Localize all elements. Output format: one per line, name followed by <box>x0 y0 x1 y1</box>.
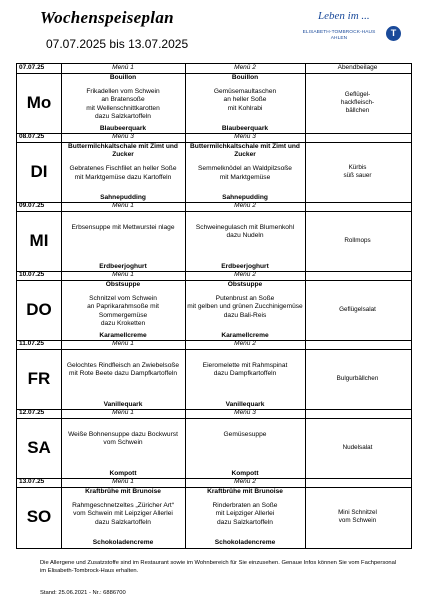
stand-info: Stand: 25.06.2021 - Nr.: 6886700 <box>40 590 126 596</box>
dish-line: Erbsensuppe mit Mettwurstei nlage <box>71 224 175 231</box>
soup: Buttermilchkaltschale mit Zimt und Zucker <box>68 143 178 159</box>
day-date: 09.07.25 <box>19 202 45 209</box>
day-date: 11.07.25 <box>19 340 44 347</box>
abendbeilage <box>305 211 410 271</box>
dessert: Blaubeerquark <box>99 124 147 132</box>
day-name: FR <box>27 369 51 388</box>
spacer <box>187 350 303 362</box>
dish-main <box>63 143 183 182</box>
abendbeilage <box>305 142 410 202</box>
dish-main <box>187 419 303 439</box>
dish-line: vom Schwein mit Leipziger Allerlei <box>73 510 173 518</box>
abendbeilage-line: Rollmops <box>344 237 371 244</box>
dish-main <box>63 74 183 121</box>
abendbeilage-line: Kürbis <box>348 164 367 171</box>
day-name: SO <box>26 507 52 526</box>
menu-label: Menü 1 <box>112 340 134 347</box>
menu-label: Menü 3 <box>234 409 256 416</box>
dish-main <box>187 74 303 113</box>
menu-label: Menü 2 <box>234 478 256 485</box>
dessert: Kompott <box>231 469 259 477</box>
soup: Obstsuppe <box>227 281 263 288</box>
dish-line: dazu Kroketten <box>100 319 146 327</box>
dish-main <box>187 350 303 378</box>
dish-cell <box>185 419 305 478</box>
dish-line: mit gelben und grünen Zucchinigemüse <box>187 303 303 311</box>
dish-main <box>187 212 303 240</box>
spacer <box>63 419 183 431</box>
page-title: Wochenspeiseplan <box>40 8 174 27</box>
day-name: DO <box>26 300 52 319</box>
spacer <box>63 350 183 362</box>
day-name: MI <box>29 231 49 250</box>
dish-line: an Bratensoße <box>101 96 145 104</box>
soup: Kraftbrühe mit Brunoise <box>207 488 283 495</box>
soup: Bouillon <box>231 74 259 81</box>
day-date: 10.07.25 <box>19 271 45 278</box>
abendbeilage-line: Mini Schnitzel <box>338 509 377 516</box>
abendbeilage-line: Geflügelsalat <box>339 306 376 313</box>
day-name: DI <box>30 162 48 181</box>
abendbeilage-line: hackfleisch- <box>340 99 375 106</box>
menu-label: Menü 1 <box>112 409 134 416</box>
dish-cell <box>185 212 305 271</box>
spacer <box>187 419 303 431</box>
menu-label: Menü 2 <box>234 202 256 209</box>
menu-label: Menü 1 <box>112 64 134 71</box>
dish-cell <box>185 350 305 409</box>
dish-cell <box>185 281 305 340</box>
dish-main <box>63 350 183 378</box>
soup: Buttermilchkaltschale mit Zimt und Zucker <box>190 143 300 159</box>
dish-line: mit Marktgemüse dazu Kartoffeln <box>74 173 172 181</box>
dish-line: mit Rote Beete dazu Dampfkartoffeln <box>69 370 177 378</box>
dish-line: dazu Salzkartoffeln <box>217 518 273 526</box>
allergen-note: Die Allergene und Zusatzstoffe sind im Restaurant sowie im Wohnbereich für Sie einzusehen. Genaue Infos können Sie vom Fachpersonal im Elisabeth-Tombrock-Haus erhalten. <box>40 560 397 574</box>
dish-line: Gemüsesuppe <box>223 431 267 438</box>
dessert: Blaubeerquark <box>221 124 269 132</box>
menu-label: Menü 1 <box>112 271 134 278</box>
soup: Kraftbrühe mit Brunoise <box>85 488 161 495</box>
dish-cell <box>61 143 185 202</box>
menu-label: Menü 3 <box>234 133 256 140</box>
dish-main <box>63 212 183 232</box>
dish-line: dazu Salzkartoffeln <box>95 112 151 120</box>
menu-label: Menü 2 <box>234 340 256 347</box>
dish-main <box>63 281 183 328</box>
day-name: SA <box>27 438 51 457</box>
dish-cell <box>61 281 185 340</box>
abendbeilage-line: Geflügel- <box>344 91 371 98</box>
dessert: Vanillequark <box>103 400 143 408</box>
menu-label: Menü 1 <box>112 202 134 209</box>
abendbeilage-line: Nudelsalat <box>342 444 373 451</box>
day-date: 12.07.25 <box>19 409 45 416</box>
dish-line: an heller Soße <box>223 96 267 104</box>
dish-line: Eieromelette mit Rahmspinat <box>202 362 288 369</box>
abendbeilage-header: Abendbeilage <box>337 64 378 71</box>
day-date: 07.07.25 <box>19 64 45 71</box>
dish-line: Putenbrust an Soße <box>215 295 275 303</box>
dish-line: dazu Bali-Reis <box>223 311 267 319</box>
dish-cell <box>61 350 185 409</box>
menu-label: Menü 2 <box>234 64 256 71</box>
dish-cell <box>61 74 185 133</box>
menu-label: Menü 1 <box>112 478 134 485</box>
dessert: Schokoladencreme <box>92 538 154 546</box>
menu-label: Menü 3 <box>112 133 134 140</box>
dish-line: dazu Salzkartoffeln <box>95 518 151 526</box>
dish-line: dazu Dampfkartoffeln <box>213 370 277 378</box>
dish-line: Gemüsemaultaschen <box>213 88 277 96</box>
dessert: Schokoladencreme <box>214 538 276 546</box>
dish-line: Rahmgeschnetzeltes „Züricher Art“ <box>72 502 174 510</box>
dish-line: mit Marktgemüse <box>219 173 271 181</box>
dish-line: Frikadellen vom Schwein <box>86 88 160 96</box>
date-range: 07.07.2025 bis 13.07.2025 <box>46 37 189 51</box>
dish-line: Schnitzel vom Schwein <box>89 295 157 303</box>
day-date: 08.07.25 <box>19 133 45 140</box>
dish-main <box>187 143 303 182</box>
dish-line: Rinderbraten an Soße <box>212 502 278 510</box>
abendbeilage-line: bällchen <box>345 107 370 114</box>
dessert: Karamellcreme <box>99 331 147 339</box>
dish-cell <box>185 74 305 133</box>
dessert: Sahnepudding <box>222 193 268 201</box>
dish-line: mit Wellenschnittkarotten <box>86 104 160 112</box>
dessert: Sahnepudding <box>100 193 146 201</box>
logo-symbol-icon: T <box>386 26 401 41</box>
abendbeilage <box>305 280 410 340</box>
dish-cell <box>61 488 185 547</box>
abendbeilage-line: vom Schwein <box>338 517 377 524</box>
abendbeilage-line: süß sauer <box>343 172 372 179</box>
dish-line: Schweinegulasch mit Blumenkohl <box>195 224 295 231</box>
dessert: Vanillequark <box>225 400 265 408</box>
org-logo <box>296 10 408 50</box>
dish-line: mit Leipziger Allerlei <box>215 510 275 518</box>
dish-line: Gelochtes Rindfleisch an Zwiebelsoße <box>66 362 180 369</box>
dessert: Karamellcreme <box>221 331 269 339</box>
dish-line: vom Schwein <box>103 439 143 447</box>
menu-table <box>16 63 412 549</box>
day-date: 13.07.25 <box>19 478 45 485</box>
dish-main <box>63 419 183 447</box>
spacer <box>63 212 183 224</box>
abendbeilage-line: Bulgurbällchen <box>336 375 379 382</box>
dish-cell <box>61 212 185 271</box>
abendbeilage <box>305 73 410 133</box>
day-name: Mo <box>26 93 52 112</box>
dish-main <box>187 281 303 320</box>
dish-cell <box>185 143 305 202</box>
dish-cell <box>61 419 185 478</box>
dessert: Erdbeerjoghurt <box>221 262 269 270</box>
soup: Obstsuppe <box>105 281 141 288</box>
dish-line: an Paprikarahmsoße mit Sommergemüse <box>87 303 159 319</box>
abendbeilage <box>305 349 410 409</box>
spacer <box>187 212 303 224</box>
abendbeilage <box>305 418 410 478</box>
dish-main <box>63 488 183 527</box>
dessert: Erdbeerjoghurt <box>99 262 147 270</box>
dessert: Kompott <box>109 469 137 477</box>
soup: Bouillon <box>109 74 137 81</box>
dish-main <box>187 488 303 527</box>
menu-label: Menü 2 <box>234 271 256 278</box>
dish-cell <box>185 488 305 547</box>
logo-org-name: ELISABETH-TOMBROCK-HAUS AHLEN <box>302 30 376 41</box>
logo-tagline: Leben im ... <box>318 10 370 22</box>
dish-line: Gebratenes Fischfilet an heller Soße <box>69 165 177 173</box>
abendbeilage <box>305 487 410 547</box>
dish-line: mit Kohlrabi <box>227 104 263 112</box>
dish-line: dazu Nudeln <box>226 232 264 240</box>
dish-line: Weiße Bohnensuppe dazu Bockwurst <box>68 431 178 438</box>
dish-line: Semmelknödel an Waldpilzsoße <box>198 165 292 173</box>
